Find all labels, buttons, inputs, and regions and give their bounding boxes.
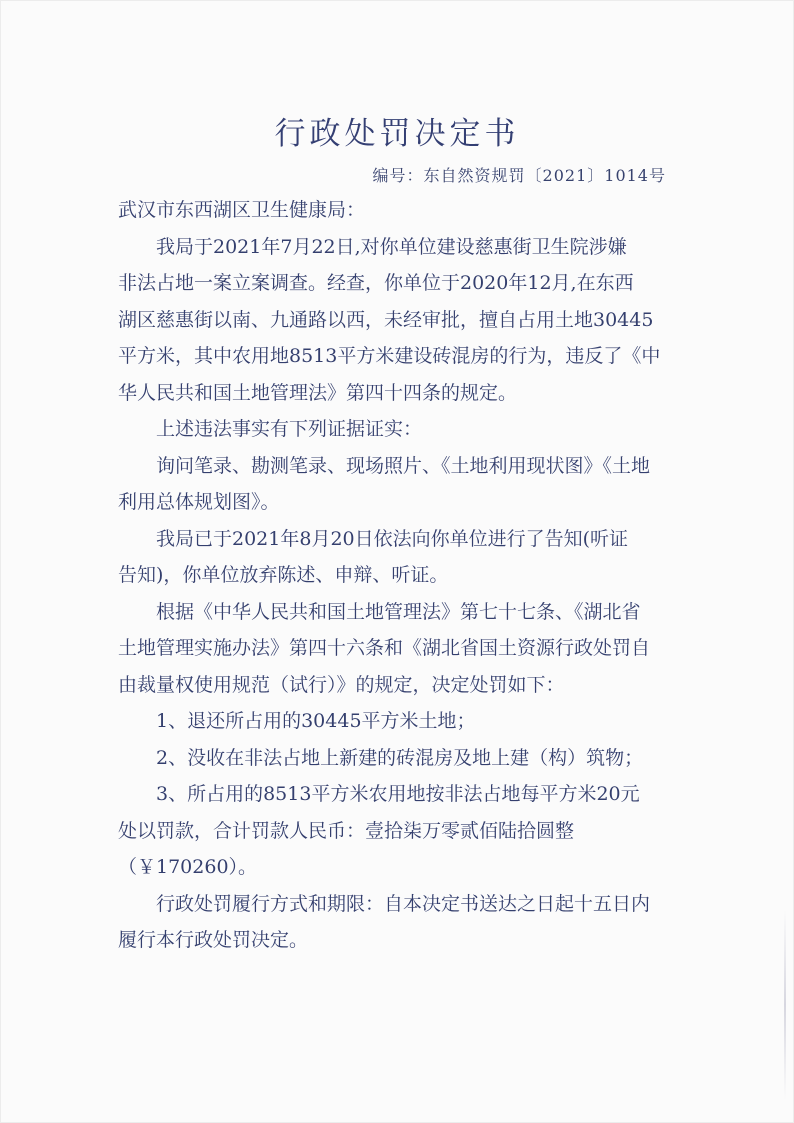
paragraph-line: 我局已于2021年8月20日依法向你单位进行了告知(听证 (156, 527, 629, 550)
paragraph-line: 询问笔录、勘测笔录、现场照片、《土地利用现状图》《土地 (156, 454, 651, 477)
paragraph-line: 非法占地一案立案调查。经查，你单位于2020年12月,在东西 (118, 272, 634, 294)
scan-edge-mark (784, 910, 786, 1100)
paragraph-line: 利用总体规划图》。 (118, 491, 280, 513)
penalty-item-line: 1、退还所占用的30445平方米土地； (156, 710, 476, 732)
paragraph-line: 湖区慈惠街以南、九通路以西，未经审批，擅自占用土地30445 (118, 308, 654, 331)
penalty-item-line: 3、所占用的8513平方米农用地按非法占地每平方米20元 (156, 783, 640, 805)
document-number: 编号：东自然资规罚〔2021〕1014号 (372, 166, 666, 185)
paragraph-line: （￥170260）。 (118, 856, 258, 878)
paragraph-line: 上述违法事实有下列证据证实： (156, 418, 423, 440)
paragraph-line: 平方米，其中农用地8513平方米建设砖混房的行为，违反了《中 (118, 345, 661, 367)
recipient-line: 武汉市东西湖区卫生健康局： (118, 199, 366, 221)
paragraph-line: 根据《中华人民共和国土地管理法》第七十七条、《湖北省 (156, 600, 641, 623)
paragraph-line: 行政处罚履行方式和期限：自本决定书送达之日起十五日内 (156, 892, 651, 915)
penalty-item-line: 2、没收在非法占地上新建的砖混房及地上建（构）筑物； (156, 746, 644, 769)
document-body (118, 192, 666, 959)
paragraph-line: 由裁量权使用规范（试行）》的规定，决定处罚如下： (118, 673, 565, 696)
paragraph-line: 告知)，你单位放弃陈述、申辩、听证。 (118, 564, 449, 586)
paragraph-line: 土地管理实施办法》第四十六条和《湖北省国土资源行政处罚自 (118, 637, 651, 659)
paragraph-line: 履行本行政处罚决定。 (118, 929, 309, 951)
paragraph-line: 处以罚款，合计罚款人民币：壹拾柒万零贰佰陆拾圆整 (118, 819, 575, 842)
document-title: 行政处罚决定书 (274, 116, 520, 152)
paragraph-line: 我局于2021年7月22日,对你单位建设慈惠街卫生院涉嫌 (156, 235, 627, 258)
paragraph-line: 华人民共和国土地管理法》第四十四条的规定。 (118, 381, 518, 404)
